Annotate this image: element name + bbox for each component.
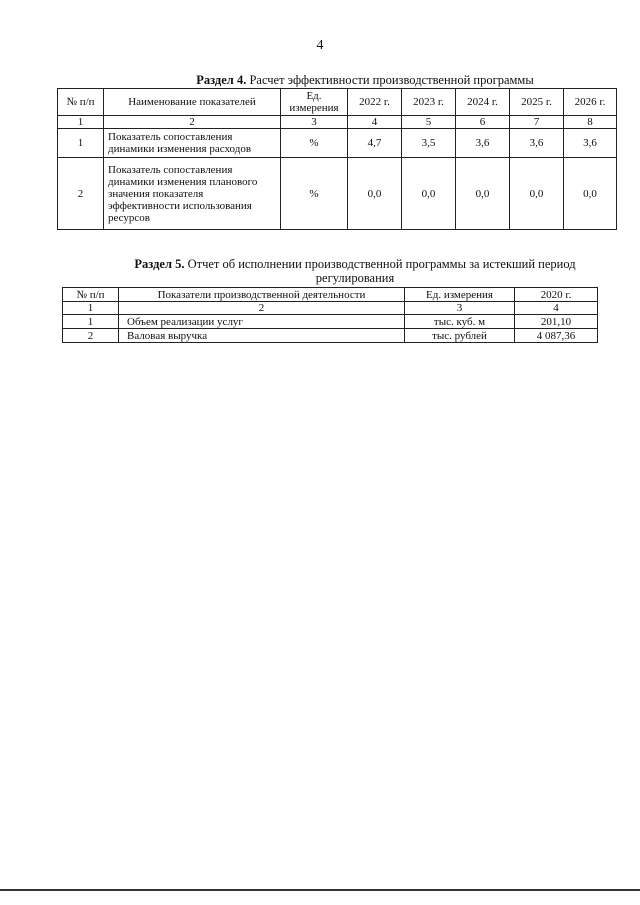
efficiency-table <box>57 88 617 230</box>
section5-heading-label: Раздел 5. <box>134 257 185 271</box>
row-num: 2 <box>58 158 104 230</box>
row-num: 1 <box>58 129 104 158</box>
section5-heading <box>100 257 610 285</box>
page-number: 4 <box>316 38 324 53</box>
col-number: 2 <box>104 116 281 129</box>
value-2023: 0,0 <box>402 158 456 230</box>
value-2025: 3,6 <box>510 129 564 158</box>
column-numbers-row <box>58 116 617 129</box>
col-number: 5 <box>402 116 456 129</box>
header-2025: 2025 г. <box>510 89 564 116</box>
row-name: Показатель сопоставления динамики изменения расходов <box>104 129 281 158</box>
header-name: Показатели производственной деятельности <box>119 288 405 302</box>
row-unit: % <box>281 158 348 230</box>
table-row <box>63 315 598 329</box>
value-2023: 3,5 <box>402 129 456 158</box>
col-number: 2 <box>119 302 405 315</box>
section4-heading-title: Расчет эффективности производственной программы <box>246 73 534 87</box>
col-number: 6 <box>456 116 510 129</box>
header-name: Наименование показателей <box>104 89 281 116</box>
col-number: 1 <box>58 116 104 129</box>
row-name: Показатель сопоставления динамики изменения планового значения показателя эффективности использования ресурсов <box>104 158 281 230</box>
section4-heading <box>150 73 580 88</box>
report-table <box>62 287 598 343</box>
row-name: Объем реализации услуг <box>119 315 405 329</box>
col-number: 4 <box>515 302 598 315</box>
value-2024: 3,6 <box>456 129 510 158</box>
header-2020: 2020 г. <box>515 288 598 302</box>
col-number: 1 <box>63 302 119 315</box>
value-2026: 0,0 <box>564 158 617 230</box>
row-unit: % <box>281 129 348 158</box>
header-unit: Ед. измерения <box>281 89 348 116</box>
header-num: № п/п <box>58 89 104 116</box>
header-2022: 2022 г. <box>348 89 402 116</box>
section5-heading-title: Отчет об исполнении производственной программы за истекший период регулирования <box>184 257 576 285</box>
row-unit: тыс. рублей <box>405 329 515 343</box>
value-2024: 0,0 <box>456 158 510 230</box>
value-2020: 201,10 <box>515 315 598 329</box>
value-2026: 3,6 <box>564 129 617 158</box>
footer-divider <box>0 889 640 891</box>
column-numbers-row <box>63 302 598 315</box>
row-name: Валовая выручка <box>119 329 405 343</box>
header-2026: 2026 г. <box>564 89 617 116</box>
col-number: 3 <box>281 116 348 129</box>
value-2022: 4,7 <box>348 129 402 158</box>
header-num: № п/п <box>63 288 119 302</box>
col-number: 3 <box>405 302 515 315</box>
table-row <box>63 329 598 343</box>
header-unit: Ед. измерения <box>405 288 515 302</box>
row-num: 1 <box>63 315 119 329</box>
table-header-row <box>58 89 617 116</box>
header-2024: 2024 г. <box>456 89 510 116</box>
col-number: 8 <box>564 116 617 129</box>
value-2022: 0,0 <box>348 158 402 230</box>
value-2020: 4 087,36 <box>515 329 598 343</box>
header-2023: 2023 г. <box>402 89 456 116</box>
table-row <box>58 129 617 158</box>
row-num: 2 <box>63 329 119 343</box>
table-header-row <box>63 288 598 302</box>
value-2025: 0,0 <box>510 158 564 230</box>
table-row <box>58 158 617 230</box>
col-number: 4 <box>348 116 402 129</box>
row-unit: тыс. куб. м <box>405 315 515 329</box>
col-number: 7 <box>510 116 564 129</box>
section4-heading-label: Раздел 4. <box>196 73 247 87</box>
